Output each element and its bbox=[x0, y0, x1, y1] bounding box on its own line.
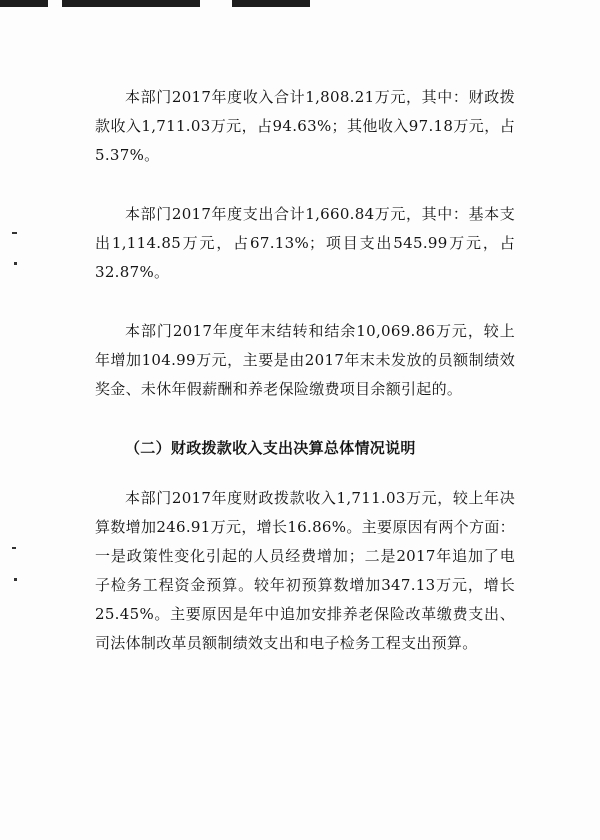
scan-mark bbox=[12, 232, 17, 234]
scan-artifact-top bbox=[0, 0, 600, 10]
paragraph-carryover-balance: 本部门2017年度年末结转和结余10,069.86万元，较上年增加104.99万元，主要是由2017年末未发放的员额制绩效奖金、未休年假薪酬和养老保险缴费项目余额引起的。 bbox=[95, 322, 515, 398]
scan-mark bbox=[12, 547, 16, 549]
paragraph-fiscal-appropriation: 本部门2017年度财政拨款收入1,711.03万元，较上年决算数增加246.91万元，增长16.86%。主要原因有两个方面：一是政策性变化引起的人员经费增加；二是2017年追加了电子检务工程资金预算。较年初预算数增加347.13万元，增长25.45%。主要原因是年中追加安排养老保险改革缴费支出、司法体制改革员额制绩效支出和电子检务工程支出预算。 bbox=[95, 489, 515, 652]
scan-mark bbox=[14, 262, 17, 265]
scan-mark bbox=[14, 578, 17, 581]
section-heading: （二）财政拨款收入支出决算总体情况说明 bbox=[125, 439, 416, 457]
paragraph-expenditure-total: 本部门2017年度支出合计1,660.84万元，其中：基本支出1,114.85万元，占67.13%；项目支出545.99万元，占32.87%。 bbox=[95, 205, 515, 281]
paragraph-income-total: 本部门2017年度收入合计1,808.21万元，其中：财政拨款收入1,711.03万元，占94.63%；其他收入97.18万元，占5.37%。 bbox=[95, 88, 515, 164]
